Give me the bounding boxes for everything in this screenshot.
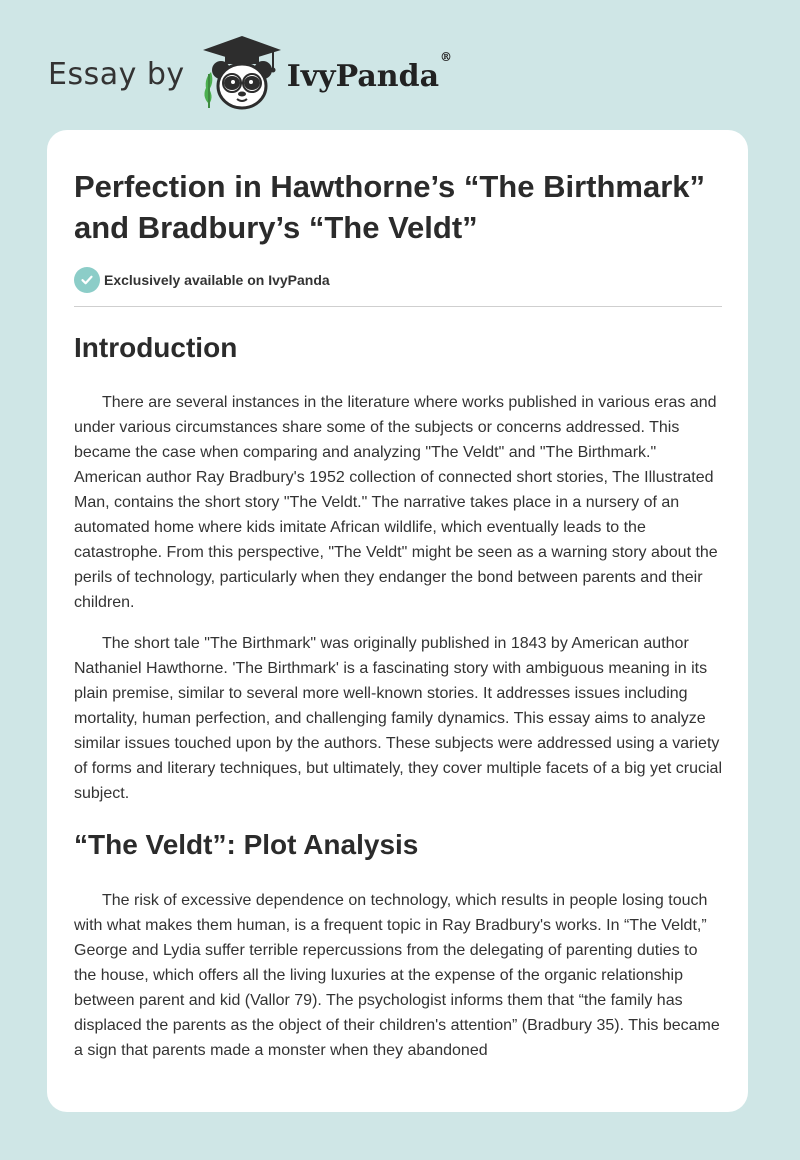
checkmark-icon: [74, 267, 100, 293]
exclusive-badge: [74, 267, 724, 293]
essay-by-label: Essay by: [48, 56, 185, 92]
section-heading-veldt-plot-analysis: “The Veldt”: Plot Analysis: [74, 829, 419, 860]
paragraph: There are several instances in the literature where works published in various eras and under various circumstances share some of the subjects or concerns addressed. This became the case when comparing and analyzing "The Veldt" and "The Birthmark." American author Ray Bradbury's 1952 collection of connected short stories, The Illustrated Man, contains the short story "The Veldt." The narrative takes place in a nursery of an automated home where kids imitate African wildlife, which eventually leads to the catastrophe. From this perspective, "The Veldt" might be seen as a warning story about the perils of technology, particularly when they endanger the bond between parents and their children.: [74, 394, 718, 611]
exclusive-label: Exclusively available on IvyPanda: [104, 272, 330, 288]
title-divider: [74, 306, 722, 307]
essay-title: Perfection in Hawthorne’s “The Birthmark” and Bradbury’s “The Veldt”: [74, 169, 706, 245]
site-header: [48, 34, 452, 114]
paragraph: The risk of excessive dependence on technology, which results in people losing touch with what makes them human, is a frequent topic in Ray Bradbury's works. In “The Veldt,” George and Lydia suffer terrible repercussions from the delegating of parenting duties to the house, which offers all the living luxuries at the expense of the organic relationship between parent and kid (Vallor 79). The psychologist informs them that “the family has displaced the parents as the object of their children's attention” (Bradbury 35). This became a sign that parents made a monster when they abandoned: [74, 892, 720, 1059]
registered-mark: ®: [440, 49, 453, 64]
paragraph: The short tale "The Birthmark" was originally published in 1843 by American author Nathaniel Hawthorne. 'The Birthmark' is a fascinating story with ambiguous meaning in its plain premise, similar to several more well-known stories. It addresses issues including mortality, human perfection, and challenging family dynamics. This essay aims to analyze similar issues touched upon by the authors. These subjects were addressed using a variety of forms and literary techniques, but ultimately, they cover multiple facets of a big yet crucial subject.: [74, 635, 722, 802]
panda-mascot-logo: [201, 34, 283, 114]
brand-name: IvyPanda®: [286, 49, 453, 94]
section-heading-introduction: Introduction: [74, 332, 238, 363]
essay-card: [47, 130, 748, 1112]
